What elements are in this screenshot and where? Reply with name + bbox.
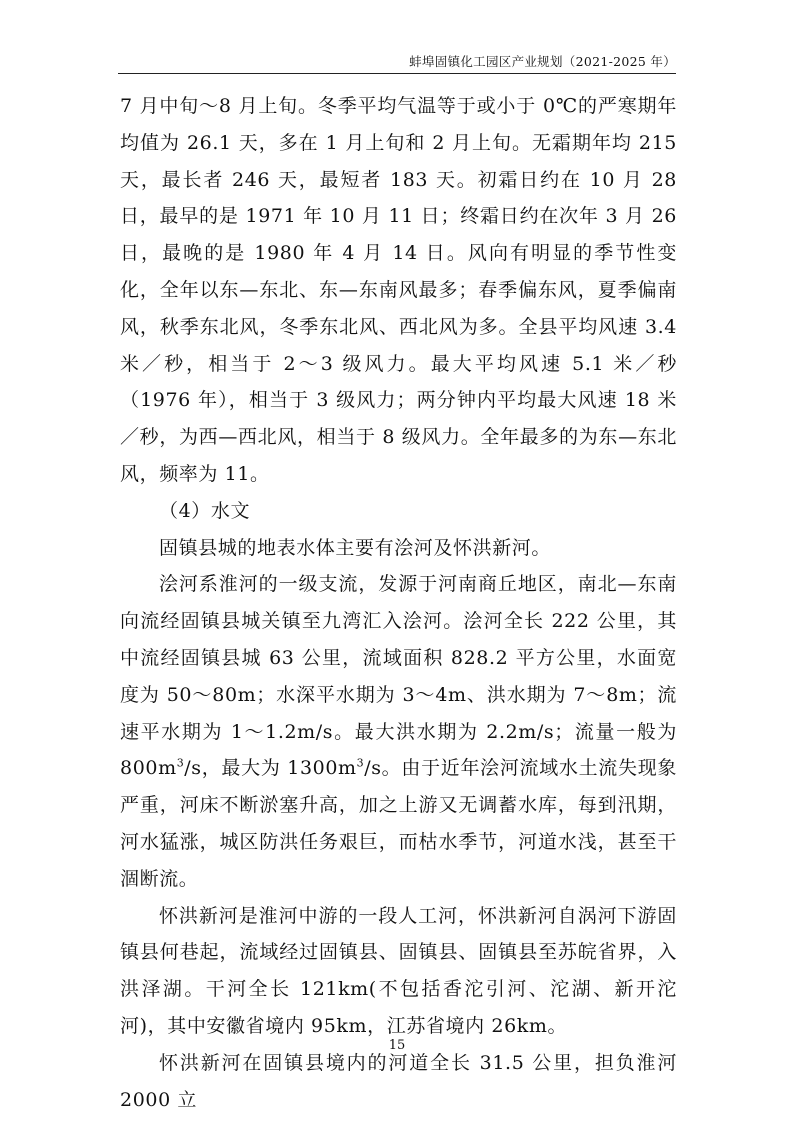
- kuai-river-text-3: /s。由于近年浍河流域水土流失现象严重，河床不断淤塞升高，加之上游又无调蓄水库，每到汛期，河水猛涨，城区防洪任务艰巨，而枯水季节，河道水浅，甚至干涸断流。: [120, 757, 677, 890]
- kuai-river-text-2: /s，最大为 1300m: [184, 757, 357, 780]
- paragraph-huaihong-river: 怀洪新河是淮河中游的一段人工河，怀洪新河自涡河下游固镇县何巷起，流域经过固镇县、固镇县、固镇县至苏皖省界，入洪泽湖。干河全长 121km(不包括香沱引河、沱湖、新开沱河)，其中安徽省境内 95km，江苏省境内 26km。: [120, 904, 677, 1037]
- paragraph-kuai-river: [120, 566, 677, 897]
- page-number: 15: [388, 1038, 406, 1053]
- paragraph-climate-continued: 7 月中旬～8 月上旬。冬季平均气温等于或小于 0℃的严寒期年均值为 26.1 天，多在 1 月上旬和 2 月上旬。无霜期年均 215 天，最长者 246 天，最短者 183 天。初霜日约在 10 月 28 日，最早的是 1971 年 10 月 11 日；终霜日约在次年 3 月 26 日，最晚的是 1980 年 4 月 14 日。风向有明显的季节性变化，全年以东—东北、东—东南风最多；春季偏东风，夏季偏南风，秋季东北风，冬季东北风、西北风为多。全县平均风速 3.4 米／秒，相当于 2～3 级风力。最大平均风速 5.1 米／秒（1976 年），相当于 3 级风力；两分钟内平均最大风速 18 米／秒，为西—西北风，相当于 8 级风力。全年最多的为东—东北风，频率为 11。: [120, 95, 677, 485]
- running-header: 蚌埠固镇化工园区产业规划（2021-2025 年）: [409, 54, 676, 69]
- paragraph-hydrology-intro: 固镇县城的地表水体主要有浍河及怀洪新河。: [159, 536, 552, 559]
- kuai-river-text-1: 浍河系淮河的一级支流，发源于河南商丘地区，南北—东南向流经固镇县城关镇至九湾汇入浍河。浍河全长 222 公里，其中流经固镇县城 63 公里，流域面积 828.2 平方公里，水面宽度为 50～80m；水深平水期为 3～4m、洪水期为 7～8m；流速平水期为 1～1.2m/s。最大洪水期为 2.2m/s；流量一般为 800m: [120, 573, 677, 780]
- superscript-cubic-2: 3: [356, 757, 365, 771]
- document-body: [120, 88, 677, 1118]
- paragraph-huaihong-in-county: 怀洪新河在固镇县境内的河道全长 31.5 公里，担负淮河 2000 立: [120, 1051, 677, 1111]
- superscript-cubic-1: 3: [176, 757, 185, 771]
- section-heading-hydrology: （4）水文: [159, 499, 251, 522]
- header-rule: [118, 73, 676, 74]
